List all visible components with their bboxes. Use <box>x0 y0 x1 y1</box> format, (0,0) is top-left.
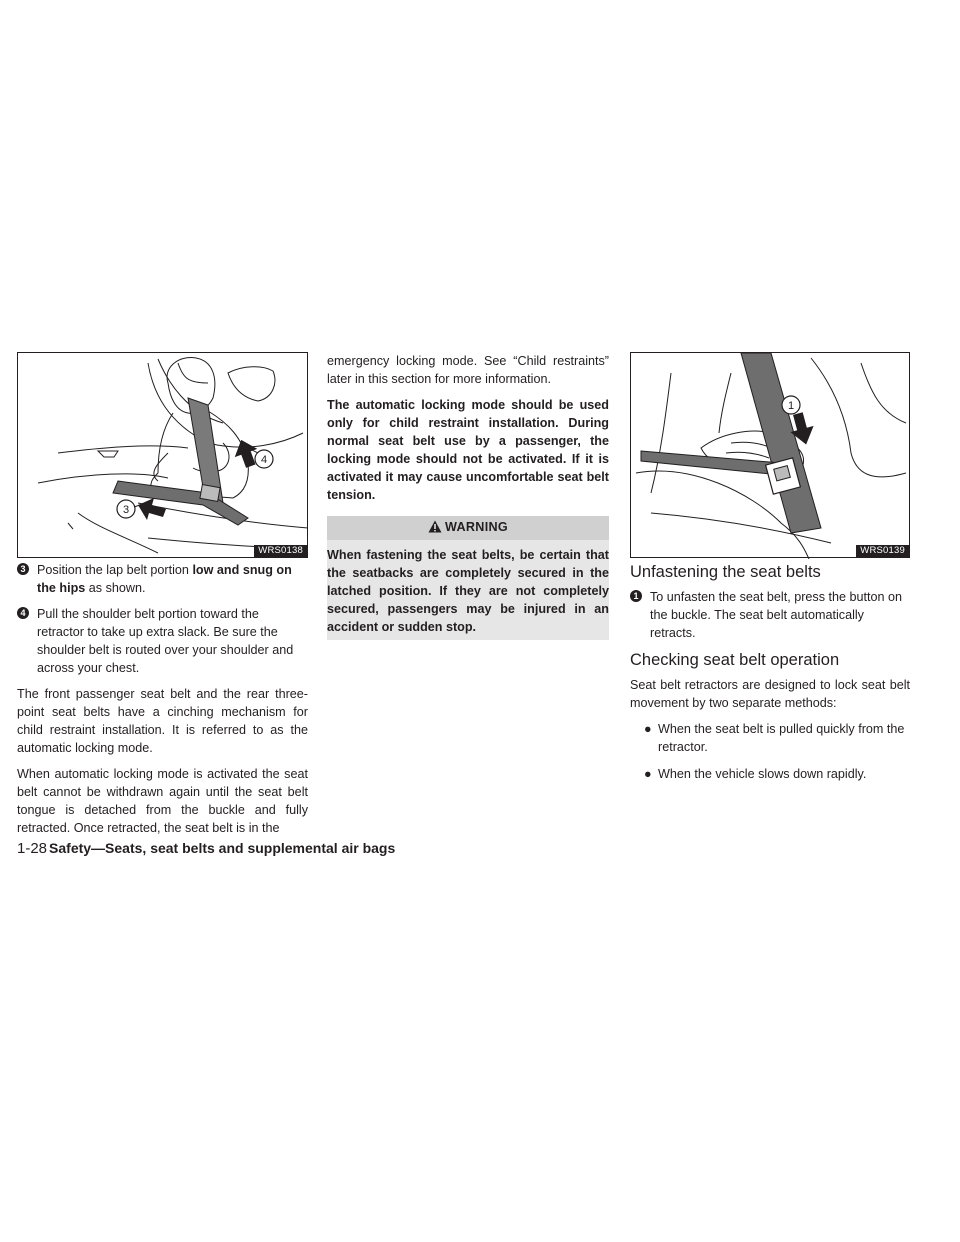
section-title: Safety—Seats, seat belts and supplemental air bags <box>49 840 396 856</box>
step-emphasis: low and snug on the hips <box>37 563 292 595</box>
bullet-icon: ● <box>644 767 652 781</box>
step-1 <box>630 588 910 642</box>
list-item-text: When the seat belt is pulled quickly from the retractor. <box>658 722 905 754</box>
paragraph-bold: The automatic locking mode should be used only for child restraint installation. During normal seat belt use by a passenger, the locking mode should not be activated. If it is activated it may cause uncomfortable seat belt tension. <box>327 398 609 502</box>
figure-seatbelt-fastening <box>17 352 308 558</box>
bullet-icon: ● <box>644 722 652 736</box>
svg-text:1: 1 <box>787 400 795 412</box>
step-text: Pull the shoulder belt portion toward the retractor to take up extra slack. Be sure the shoulder belt is routed over your shoulder and across your chest. <box>37 607 294 675</box>
page-footer <box>17 838 395 859</box>
warning-text: When fastening the seat belts, be certain that the seatbacks are completely secured in the latched position. If they are not completely secured, passengers may be injured in an accident or sudden stop. <box>327 548 609 634</box>
list-item-text: When the vehicle slows down rapidly. <box>658 767 867 781</box>
section-heading: Unfastening the seat belts <box>630 563 821 581</box>
step-number: 3 <box>17 563 29 575</box>
step-text: To unfasten the seat belt, press the button on the buckle. The seat belt automatically retracts. <box>650 590 903 640</box>
warning-title-text: WARNING <box>445 520 508 534</box>
list-item <box>630 720 910 756</box>
step-text-end: as shown. <box>85 581 146 595</box>
svg-text:3: 3 <box>122 504 130 516</box>
paragraph: emergency locking mode. See “Child restraints” later in this section for more information. <box>327 354 609 386</box>
warning-title <box>327 516 609 540</box>
paragraph: The front passenger seat belt and the rear three-point seat belts have a cinching mechanism for child restraint installation. It is referred to as the automatic locking mode. <box>17 687 308 755</box>
column-right <box>630 352 910 792</box>
step-number: 1 <box>630 590 642 602</box>
paragraph: When automatic locking mode is activated the seat belt cannot be withdrawn again until the seat belt tongue is detached from the buckle and fully retracted. Once retracted, the seat belt is in the <box>17 767 308 835</box>
figure-label: WRS0139 <box>856 545 909 557</box>
figure-label: WRS0138 <box>254 545 307 557</box>
warning-box <box>327 516 609 640</box>
step-3 <box>17 561 308 597</box>
figure-seatbelt-unfastening <box>630 352 910 558</box>
seatbelt-unfastening-illustration <box>631 353 911 559</box>
page-number: 1-28 <box>17 840 48 857</box>
list-item <box>630 765 910 783</box>
step-number: 4 <box>17 607 29 619</box>
column-left <box>17 352 308 845</box>
column-middle <box>327 352 609 640</box>
svg-text:4: 4 <box>260 454 268 466</box>
paragraph: Seat belt retractors are designed to lock seat belt movement by two separate methods: <box>630 678 910 710</box>
seatbelt-fastening-illustration <box>18 353 309 559</box>
warning-icon <box>428 518 442 540</box>
callout-3 <box>117 500 140 518</box>
section-heading: Checking seat belt operation <box>630 651 840 669</box>
callout-1 <box>782 396 800 414</box>
step-4 <box>17 605 308 677</box>
step-text: Position the lap belt portion <box>37 563 193 577</box>
